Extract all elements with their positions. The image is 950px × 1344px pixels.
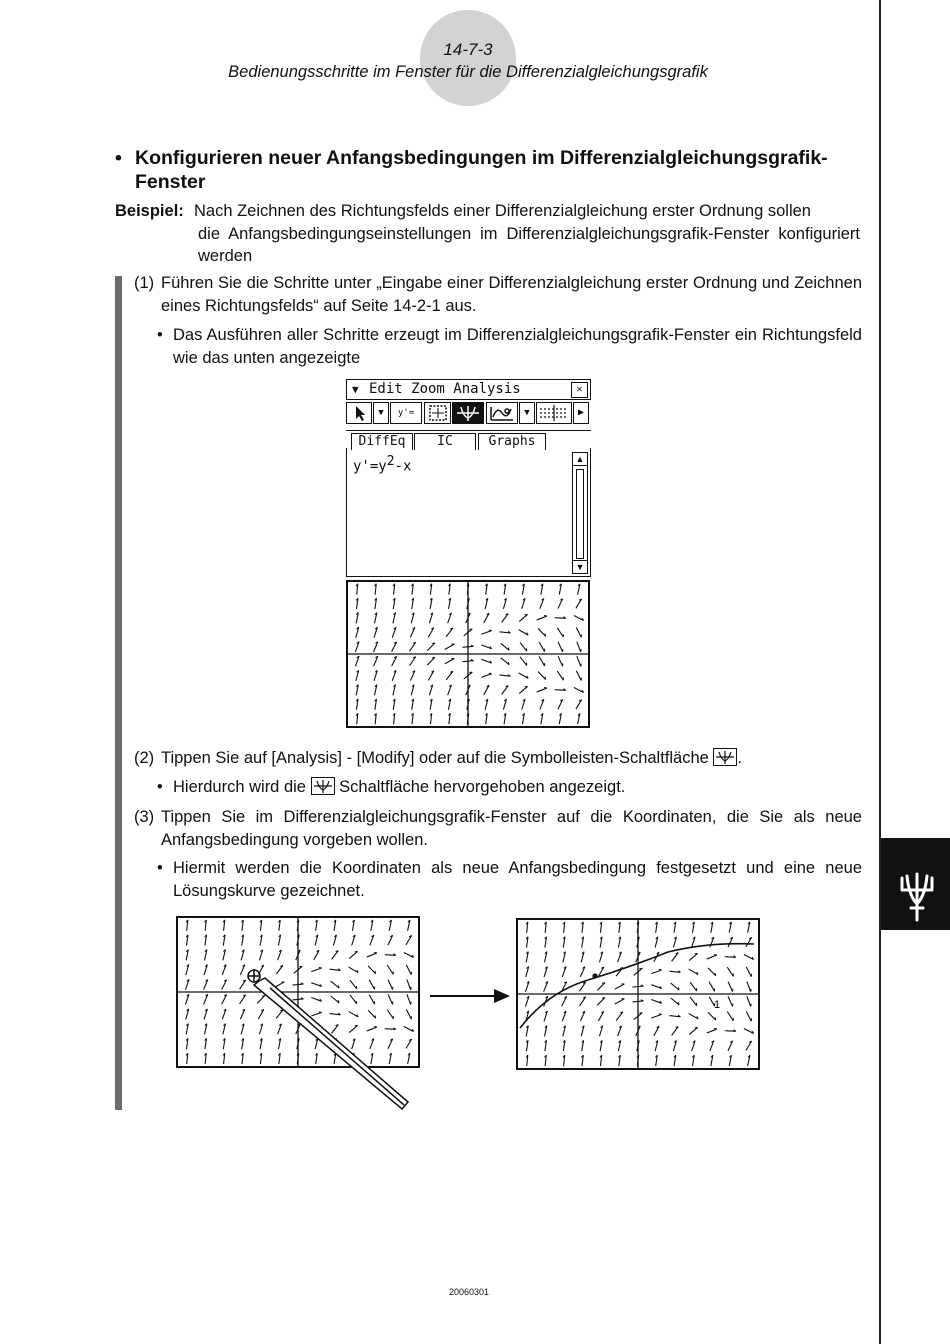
pointer-dropdown-button[interactable]: ▼ <box>373 402 389 424</box>
toolbar <box>346 402 591 426</box>
menu-items[interactable]: Edit Zoom Analysis <box>369 381 521 397</box>
editor-scrollbar[interactable] <box>572 452 588 574</box>
step-2 <box>134 747 862 770</box>
step-3 <box>134 806 862 852</box>
equation-exponent: 2 <box>386 454 395 469</box>
page-subtitle: Bedienungsschritte im Fenster für die Differenzialgleichungsgrafik <box>228 63 708 81</box>
step-2-note-pre: Hierdurch wird die <box>173 778 306 796</box>
modify-button[interactable] <box>452 402 484 424</box>
step-2-number: (2) <box>134 749 155 767</box>
note-bullet: • <box>157 326 163 344</box>
footer-code: 20060301 <box>448 1287 490 1297</box>
modify-toolbar-icon <box>311 777 335 795</box>
slope-field <box>348 582 588 726</box>
example-label: Beispiel: <box>115 202 184 220</box>
step-1-note-text: Das Ausführen aller Schritte erzeugt im Differenzialgleichungsgrafik-Fenster ein Richtungsfeld wie das unten angezeigte <box>173 326 862 367</box>
graph-icon <box>487 403 517 423</box>
step-3-note <box>157 857 862 903</box>
graph-tool-button[interactable] <box>486 402 518 424</box>
solution-label: 1 <box>714 999 721 1011</box>
procedure-sidebar <box>115 276 122 1110</box>
tab-diffeq[interactable]: DiffEq <box>351 433 413 450</box>
menu-dropdown-icon[interactable]: ▼ <box>352 383 359 396</box>
solution-curve <box>518 920 758 1068</box>
chapter-tab <box>881 838 950 930</box>
step-1 <box>134 272 862 318</box>
section-heading <box>115 146 865 194</box>
step-2-text: Tippen Sie auf [Analysis] - [Modify] oder auf die Symbolleisten-Schaltfläche <box>161 749 709 767</box>
step-2-note <box>157 776 862 799</box>
view-window-icon <box>537 403 571 423</box>
step-1-text: Führen Sie die Schritte unter „Eingabe einer Differenzialgleichung erster Ordnung und Zeichnen eines Richtungsfelds“ auf Seite 14-2-1 aus. <box>161 274 862 315</box>
tab-graphs[interactable]: Graphs <box>478 433 546 450</box>
graph-dropdown-button[interactable]: ▼ <box>519 402 535 424</box>
diffeq-entry-button[interactable]: y'= <box>390 402 422 424</box>
equation-editor[interactable] <box>346 448 591 577</box>
modify-icon <box>453 403 483 423</box>
tab-ic[interactable]: IC <box>414 433 476 450</box>
tab-row <box>346 430 591 449</box>
pointer-tool-button[interactable] <box>346 402 372 424</box>
step-2-note-post: Schaltfläche hervorgehoben angezeigt. <box>339 778 626 796</box>
toolbar-scroll-right[interactable]: ▶ <box>573 402 589 424</box>
scroll-thumb[interactable] <box>576 469 584 559</box>
step-1-note <box>157 324 862 370</box>
direction-field-chapter-icon <box>881 838 950 930</box>
stylus-icon <box>240 968 420 1114</box>
slope-field-after[interactable] <box>516 918 760 1070</box>
step-1-number: (1) <box>134 274 155 292</box>
step-3-text: Tippen Sie im Differenzialgleichungsgrafik-Fenster auf die Koordinaten, die Sie als neue Anfangsbedingung vorgeben wollen. <box>161 808 862 849</box>
close-icon[interactable]: ✕ <box>571 382 588 398</box>
example-text <box>194 200 860 268</box>
menu-bar <box>346 379 591 400</box>
note-bullet: • <box>157 778 163 796</box>
heading-bullet: • <box>115 147 122 169</box>
step-2-end: . <box>737 749 743 767</box>
step-3-note-text: Hiermit werden die Koordinaten als neue Anfangsbedingung festgesetzt und eine neue Lösungskurve gezeichnet. <box>173 859 862 900</box>
pointer-icon <box>348 403 370 423</box>
equation-tail: -x <box>394 458 412 475</box>
page-number: 14-7-3 <box>443 40 493 59</box>
modify-toolbar-icon <box>713 748 737 766</box>
scroll-down-icon[interactable]: ▼ <box>573 560 587 573</box>
zoom-box-icon <box>426 403 450 423</box>
view-window-button[interactable] <box>536 402 572 424</box>
equation-base: y'=y <box>353 458 387 475</box>
scroll-up-icon[interactable]: ▲ <box>573 453 587 466</box>
equation <box>353 454 411 475</box>
step-3-number: (3) <box>134 808 155 826</box>
zoom-box-button[interactable] <box>424 402 451 424</box>
example-line1: Nach Zeichnen des Richtungsfelds einer Differenzialgleichung erster Ordnung sollen <box>194 202 811 220</box>
slope-field-screen[interactable] <box>346 580 590 728</box>
page-margin-rule <box>879 0 881 1344</box>
note-bullet: • <box>157 859 163 877</box>
example-rest: die Anfangsbedingungseinstellungen im Differenzialgleichungsgrafik-Fenster konfiguriert werden <box>198 224 860 265</box>
section-title: Konfigurieren neuer Anfangsbedingungen im Differenzialgleichungsgrafik-Fenster <box>135 147 828 193</box>
arrow-right-icon <box>428 986 512 1006</box>
